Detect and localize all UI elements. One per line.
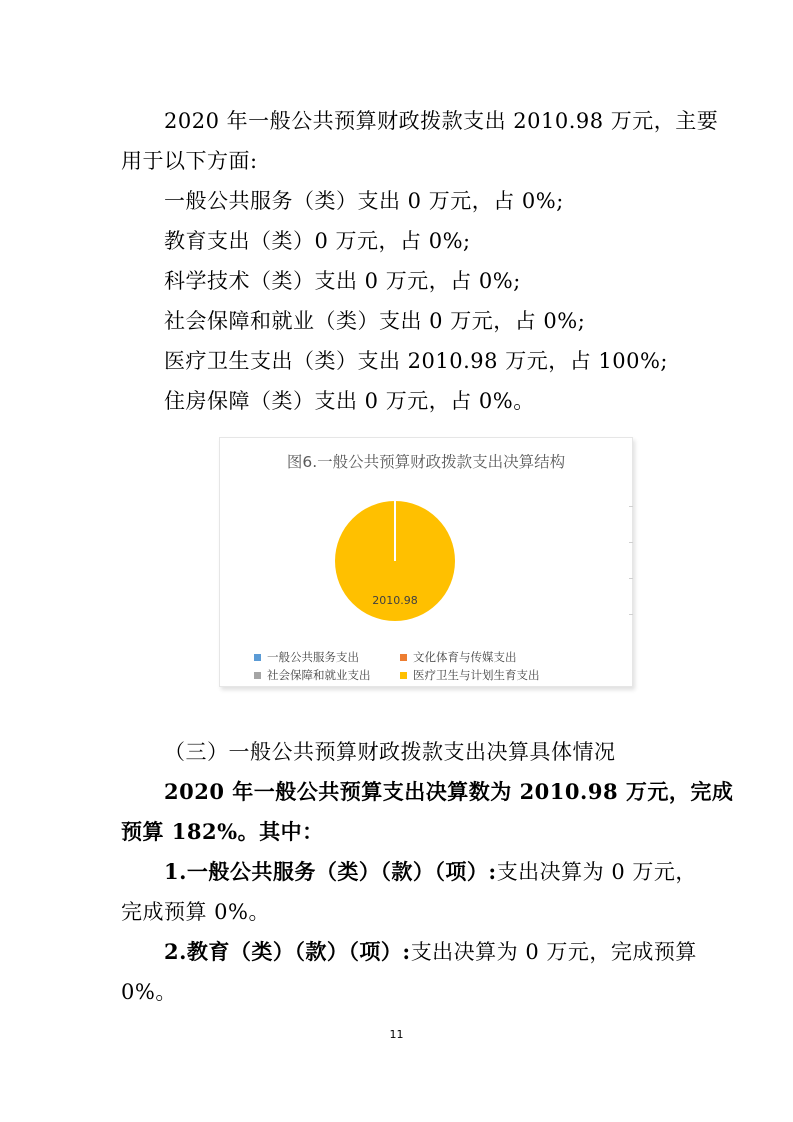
section-heading: （三）一般公共预算财政拨款支出决算具体情况	[164, 740, 616, 764]
intro-line-1: 2020 年一般公共预算财政拨款支出 2010.98 万元，主要	[164, 109, 719, 133]
detail-item-2-text: 支出决算为 0 万元，完成预算	[410, 940, 697, 964]
detail-item-2-line-2: 0%。	[121, 980, 177, 1004]
legend-swatch	[400, 672, 407, 679]
legend-label: 医疗卫生与计划生育支出	[413, 668, 540, 682]
page-number: 11	[389, 1028, 404, 1041]
legend-item-social-security	[254, 667, 371, 683]
expense-item-health: 医疗卫生支出（类）支出 2010.98 万元，占 100%;	[164, 349, 668, 373]
expense-item-general-services: 一般公共服务（类）支出 0 万元，占 0%;	[164, 189, 564, 213]
chart-title: 图6.一般公共预算财政拨款支出决算结构	[286, 453, 566, 471]
legend-label: 一般公共服务支出	[267, 650, 359, 664]
detail-item-1-line-2: 完成预算 0%。	[121, 900, 270, 924]
detail-item-1	[164, 857, 697, 887]
legend-item-general-services	[254, 649, 359, 665]
detail-item-1-text: 支出决算为 0 万元，	[496, 860, 697, 884]
legend-swatch	[254, 654, 261, 661]
detail-item-1-heading: 1.一般公共服务（类）（款）（项）:	[164, 859, 497, 884]
intro-line-2: 用于以下方面:	[121, 149, 258, 173]
legend-item-culture-media	[400, 649, 517, 665]
expense-item-social-security: 社会保障和就业（类）支出 0 万元，占 0%;	[164, 309, 586, 333]
legend-label: 文化体育与传媒支出	[413, 650, 517, 664]
legend-item-health	[400, 667, 540, 683]
expense-item-housing: 住房保障（类）支出 0 万元，占 0%。	[164, 389, 535, 413]
legend-swatch	[400, 654, 407, 661]
detail-item-2-heading: 2.教育（类）（款）（项）:	[164, 939, 411, 964]
legend-label: 社会保障和就业支出	[267, 668, 371, 682]
expense-item-education: 教育支出（类）0 万元，占 0%;	[164, 229, 471, 253]
pie-chart	[219, 437, 633, 687]
pie-data-label: 2010.98	[372, 594, 418, 608]
legend-swatch	[254, 672, 261, 679]
expense-item-science: 科学技术（类）支出 0 万元，占 0%;	[164, 269, 521, 293]
detail-item-2	[164, 937, 697, 967]
summary-line-2: 预算 182%。其中：	[121, 819, 324, 844]
summary-line-1: 2020 年一般公共预算支出决算数为 2010.98 万元，完成	[164, 779, 734, 804]
